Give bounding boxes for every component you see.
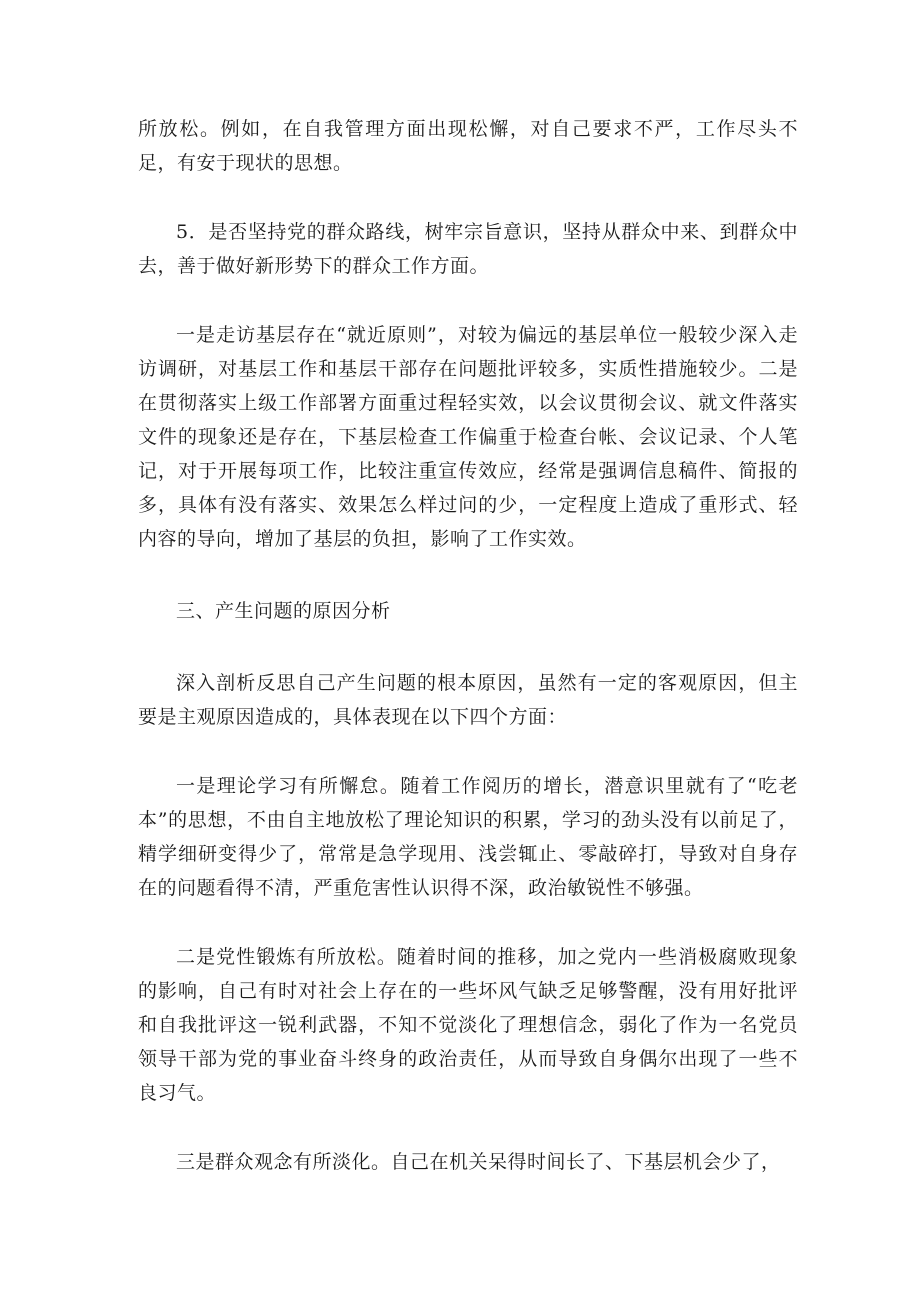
paragraph-item-5-detail: 一是走访基层存在“就近原则”，对较为偏远的基层单位一般较少深入走访调研，对基层工作和基层干部存在问题批评较多，实质性措施较少。二是在贯彻落实上级工作部署方面重过程轻实效，以会议贯彻会议、就文件落实文件的现象还是存在，下基层检查工作偏重于检查台帐、会议记录、个人笔记，对于开展每项工作，比较注重宣传效应，经常是强调信息稿件、简报的多，具体有没有落实、效果怎么样过问的少，一定程度上造成了重形式、轻内容的导向，增加了基层的负担，影响了工作实效。 (138, 324, 798, 550)
paragraph-item-5-heading: 5．是否坚持党的群众路线，树牢宗旨意识，坚持从群众中来、到群众中去，善于做好新形势下的群众工作方面。 (138, 221, 798, 277)
document-body (138, 112, 798, 1179)
paragraph-cause-3: 三是群众观念有所淡化。自己在机关呆得时间长了、下基层机会少了， (176, 1151, 781, 1173)
section-heading-cause-analysis: 三、产生问题的原因分析 (176, 600, 391, 622)
paragraph-continuation: 所放松。例如，在自我管理方面出现松懈，对自己要求不严，工作尽头不足，有安于现状的思想。 (138, 118, 798, 174)
paragraph-cause-2: 二是党性锻炼有所放松。随着时间的推移，加之党内一些消极腐败现象的影响，自己有时对社会上存在的一些坏风气缺乏足够警醒，没有用好批评和自我批评这一锐利武器，不知不觉淡化了理想信念，弱化了作为一名党员领导干部为党的事业奋斗终身的政治责任，从而导致自身偶尔出现了一些不良习气。 (138, 946, 798, 1104)
paragraph-cause-intro: 深入剖析反思自己产生问题的根本原因，虽然有一定的客观原因，但主要是主观原因造成的，具体表现在以下四个方面： (138, 672, 798, 728)
paragraph-cause-1: 一是理论学习有所懈怠。随着工作阅历的增长，潜意识里就有了“吃老本”的思想，不由自主地放松了理论知识的积累，学习的劲头没有以前足了，精学细研变得少了，常常是急学现用、浅尝辄止、零敲碎打，导致对自身存在的问题看得不清，严重危害性认识得不深，政治敏锐性不够强。 (138, 775, 798, 899)
